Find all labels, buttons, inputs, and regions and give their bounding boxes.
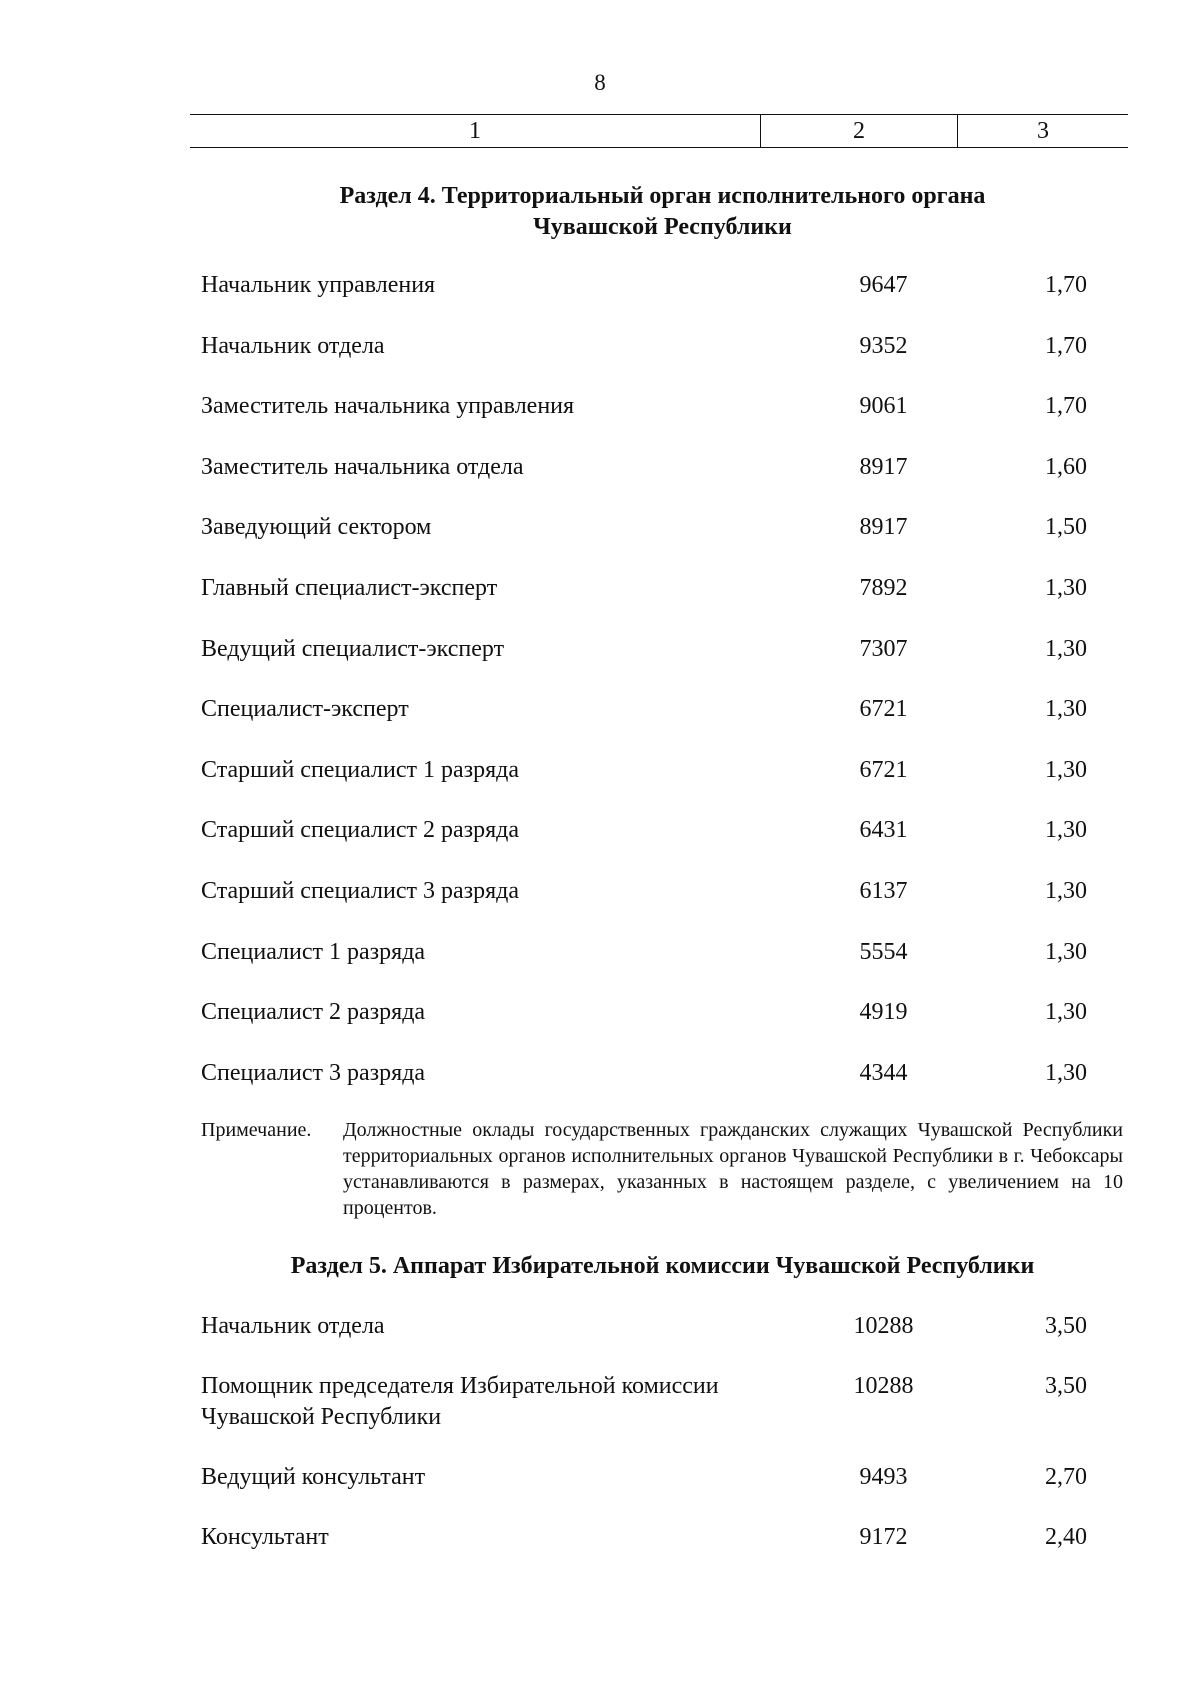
note-text: Должностные оклады государственных гражданских служащих Чувашской Республики территориальных органов исполнительных органов Чувашской Республики в г. Чебоксары устанавливаются в размерах, указанных в настоящем разделе, с увеличением на 10 процентов.	[343, 1119, 1123, 1219]
coefficient-value: 3,50	[1045, 1373, 1087, 1399]
salary-value: 7307	[859, 635, 908, 662]
salary-value: 4344	[859, 1059, 908, 1086]
position-title: Начальник отдела	[201, 1313, 385, 1339]
position-title: Старший специалист 2 разряда	[201, 817, 519, 844]
coefficient-value: 2,70	[1045, 1464, 1087, 1490]
salary-value: 9061	[859, 393, 908, 420]
coefficient-value: 3,50	[1045, 1313, 1087, 1339]
position-title: Ведущий консультант	[201, 1464, 426, 1490]
salary-value: 9493	[859, 1464, 908, 1490]
section5-title: Раздел 5. Аппарат Избирательной комиссии Чувашской Республики	[290, 1253, 1035, 1279]
position-title: Главный специалист-эксперт	[201, 575, 498, 601]
salary-value: 4919	[859, 999, 908, 1026]
note-label: Примечание.	[201, 1119, 312, 1141]
column-header-1: 1	[190, 115, 761, 147]
coefficient-value: 1,30	[1045, 817, 1087, 844]
position-title: Начальник отдела	[201, 332, 385, 359]
position-title: Ведущий специалист-эксперт	[201, 635, 505, 662]
coefficient-value: 1,70	[1045, 332, 1087, 359]
section4-title-line2: Чувашской Республики	[533, 214, 792, 240]
coefficient-value: 1,60	[1045, 453, 1087, 480]
salary-value: 9647	[859, 272, 908, 298]
coefficient-value: 1,30	[1045, 635, 1087, 662]
salary-value: 8917	[859, 514, 908, 541]
coefficient-value: 1,30	[1045, 878, 1087, 904]
page-number: 8	[594, 70, 606, 95]
coefficient-value: 1,30	[1045, 696, 1087, 723]
salary-value: 7892	[859, 575, 908, 601]
column-header-3: 3	[1037, 118, 1049, 144]
coefficient-value: 1,70	[1045, 393, 1087, 420]
position-title: Заместитель начальника управления	[201, 393, 575, 420]
position-title: Специалист 2 разряда	[201, 999, 426, 1026]
coefficient-value: 2,40	[1045, 1524, 1087, 1550]
coefficient-value: 1,50	[1045, 514, 1087, 541]
salary-value: 6137	[859, 878, 908, 904]
salary-value: 9352	[859, 332, 908, 359]
position-title: Специалист 1 разряда	[201, 938, 426, 965]
coefficient-value: 1,30	[1045, 938, 1087, 965]
position-title: Специалист-эксперт	[201, 696, 409, 723]
column-header-row	[190, 114, 1128, 148]
position-title: Старший специалист 3 разряда	[201, 878, 519, 904]
salary-value: 10288	[853, 1313, 914, 1339]
salary-value: 6721	[859, 696, 908, 723]
coefficient-value: 1,30	[1045, 756, 1087, 783]
coefficient-value: 1,70	[1045, 272, 1087, 298]
position-title: Консультант	[201, 1524, 329, 1550]
position-title: Специалист 3 разряда	[201, 1059, 426, 1086]
section4-title	[0, 181, 1200, 243]
salary-value: 10288	[853, 1373, 914, 1399]
section4-title-line1: Раздел 4. Территориальный орган исполнительного органа	[339, 183, 986, 209]
position-title: Заведующий сектором	[201, 514, 432, 541]
salary-value: 8917	[859, 453, 908, 480]
coefficient-value: 1,30	[1045, 1059, 1087, 1086]
column-header-2: 2	[761, 115, 958, 147]
salary-value: 9172	[859, 1524, 908, 1550]
position-title: Начальник управления	[201, 272, 436, 298]
position-title: Помощник председателя Избирательной комиссии Чувашской Республики	[201, 1373, 719, 1430]
coefficient-value: 1,30	[1045, 999, 1087, 1026]
salary-value: 5554	[859, 938, 908, 965]
salary-value: 6431	[859, 817, 908, 844]
coefficient-value: 1,30	[1045, 575, 1087, 601]
position-title: Заместитель начальника отдела	[201, 453, 524, 480]
position-title: Старший специалист 1 разряда	[201, 756, 519, 783]
salary-value: 6721	[859, 756, 908, 783]
